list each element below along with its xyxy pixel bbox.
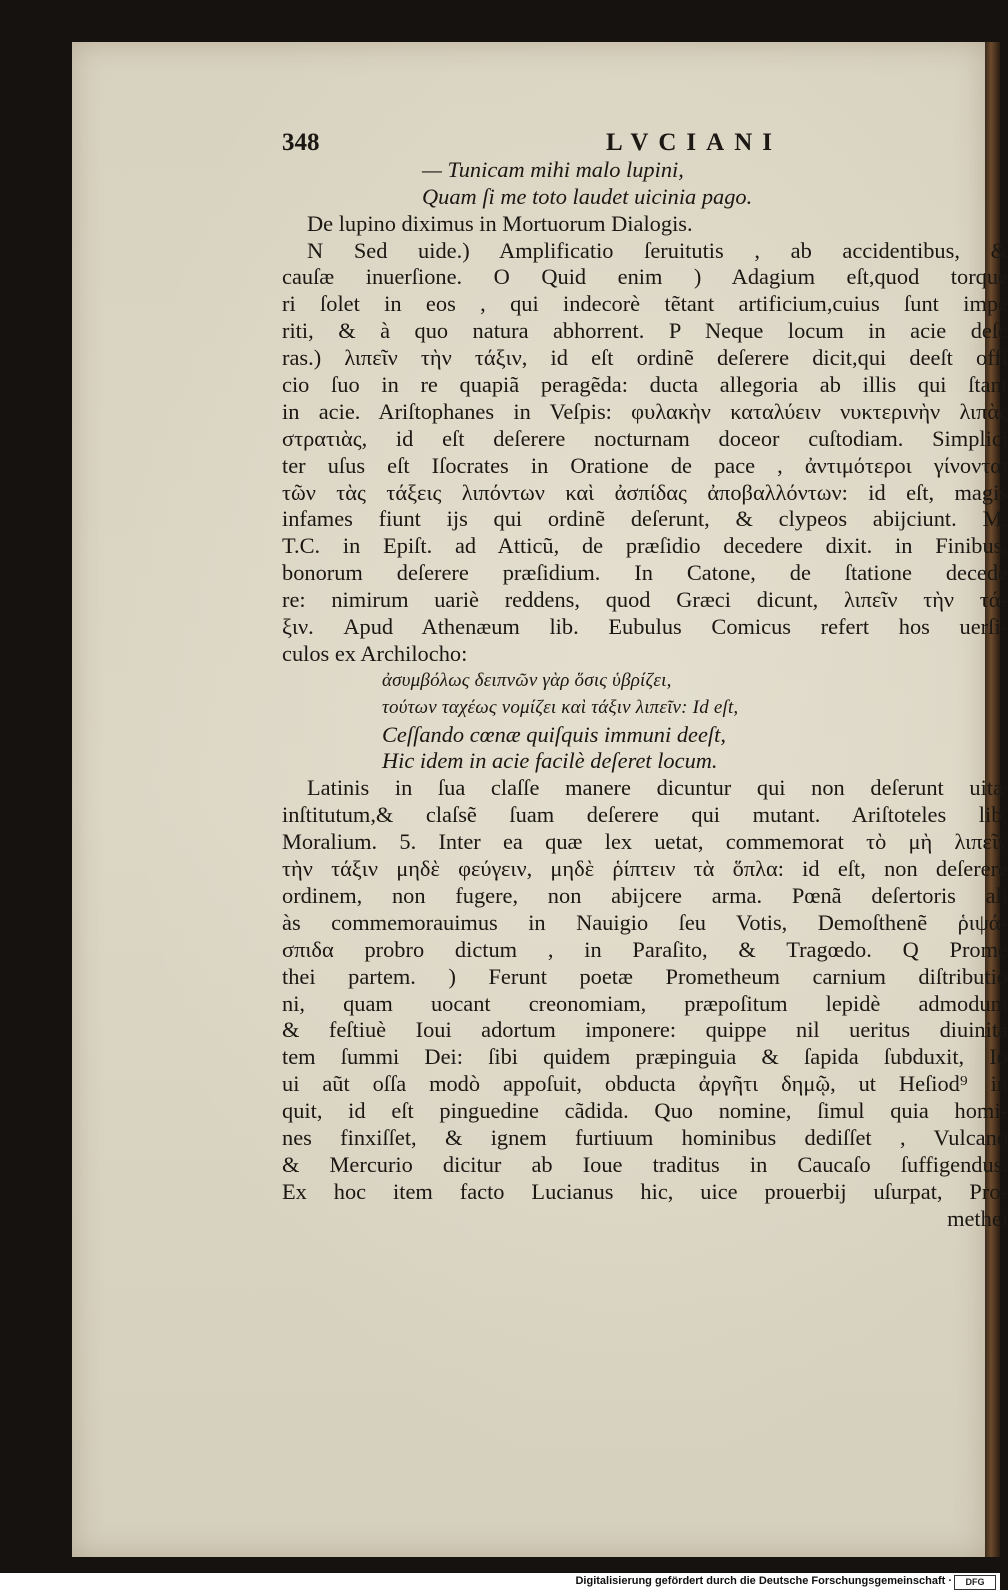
text-line: re: nimirum uariè reddens, quod Græci dicunt, λιπεῖν τὴν τά- [282,587,1008,613]
text-line: Ex hoc item facto Lucianus hic, uice prouerbij uſurpat, Pro- [282,1178,1008,1204]
catchword: methei [947,1205,1008,1231]
text-line: às commemorauimus in Nauigio ſeu Votis, Demoſthenẽ ῥιψά- [282,909,1008,935]
text-line: infames fiunt ijs qui ordinẽ deſerunt, & clypeos abijciunt. M. [282,506,1008,532]
text-line: N Sed uide.) Amplificatio ſeruitutis , ab accidentibus, & [307,237,1008,263]
text-line: ras.) λιπεῖν τὴν τάξιν, id eſt ordinẽ deſerere dicit,qui deeſt offi [282,345,1008,371]
text-line: T.C. in Epiſt. ad Atticũ, de præſidio decedere dixit. in Finibus, [282,533,1008,559]
text-line: quit, id eſt pinguedine cãdida. Quo nomine, ſimul quia homi- [282,1098,1008,1124]
text-line: tem ſummi Dei: ſibi quidem præpinguia & ſapida ſubduxit, Io [282,1044,1008,1070]
verse-line: Quam ſi me toto laudet uicinia pago. [422,183,753,209]
text-line: σπιδα probro dictum , in Paraſito, & Tragœdo. Q Prome [282,936,1008,962]
text-line: bonorum deſerere præſidium. In Catone, de ſtatione decede [282,560,1008,586]
text-line: cauſæ inuerſione. O Quid enim ) Adagium eſt,quod torque [282,264,1008,290]
text-line: & feſtiuè Ioui adortum imponere: quippe nil ueritus diuinita [282,1017,1008,1043]
funding-credit: Digitalisierung gefördert durch die Deutsche Forschungsgemeinschaft · [575,1575,952,1587]
page-number: 348 [282,129,320,156]
text-line: in acie. Ariſtophanes in Veſpis: φυλακὴν καταλύειν νυκτερινὴν λιπὰς [282,398,1008,424]
text-line: τῶν τὰς τάξεις λιπόντων καὶ ἀσπίδας ἀποβαλλόντων: id eſt, magis [282,479,1008,505]
text-line: ni, quam uocant creonomiam, præpoſitum lepidè admodum [282,990,1008,1016]
text-line: culos ex Archilocho: [282,640,468,666]
book-page [72,42,1008,1557]
text-line: Latinis in ſua claſſe manere dicuntur qui non deſerunt uitæ [307,775,1008,801]
text-line: στρατιὰς, id eſt deſerere nocturnam doceor cuſtodiam. Simplici [282,425,1008,451]
text-line: ordinem, non fugere, non abijcere arma. Pœnã deſertoris ali [282,882,1008,908]
verse-line: Hic idem in acie facilè deſeret locum. [382,748,718,774]
text-line: ter uſus eſt Iſocrates in Oratione de pace , ἀντιμότεροι γίνονται [282,452,1008,478]
page-text [282,130,1008,1233]
text-line: ui aũt oſſa modò appoſuit, obducta ἀργῆτι δημῷ, ut Heſiod⁹ in [282,1071,1008,1097]
text-line: τὴν τάξιν μηδὲ φεύγειν, μηδὲ ῥίπτειν τὰ ὅπλα: id eſt, non deſerere [282,856,1008,882]
text-line: ξιν. Apud Athenæum lib. Eubulus Comicus refert hos uerſi- [282,614,1008,640]
text-line: De lupino diximus in Mortuorum Dialogis. [307,210,693,236]
running-head [282,130,802,157]
verse-line: — Tunicam mihi malo lupini, [422,156,684,182]
text-line: nes finxiſſet, & ignem furtiuum hominibus dediſſet , Vulcano [282,1124,1008,1150]
footer-bar [0,1573,1000,1590]
greek-verse-line: τούτων ταχέως νομίζει καὶ τάξιν λιπεῖν: Id eſt, [382,696,739,718]
verse-line: Ceſſando cœnæ quiſquis immuni deeſt, [382,721,726,747]
text-line: & Mercurio dicitur ab Ioue traditus in Caucaſo ſuffigendus. [282,1151,1008,1177]
text-line: Moralium. 5. Inter ea quæ lex uetat, commemorat τὸ μὴ λιπεῖν [282,829,1008,855]
text-line: cio ſuo in re quapiã peragẽda: ducta allegoria ab illis qui ſtant [282,372,1008,398]
text-line: ri ſolet in eos , qui indecorè tẽtant artificium,cuius ſunt impe [282,291,1008,317]
text-line: riti, & à quo natura abhorrent. P Neque locum in acie deſe [282,318,1008,344]
text-line: thei partem. ) Ferunt poetæ Prometheum carnium diſtributio [282,963,1008,989]
dfg-logo: DFG [954,1575,996,1590]
text-line: inſtitutum,& claſsẽ ſuam deſerere qui mutant. Ariſtoteles lib. [282,802,1008,828]
running-title: LVCIANI [605,129,782,156]
greek-verse-line: ἀσυμβόλως δειπνῶν γὰρ ὅσις ὑβρίζει, [382,669,672,691]
